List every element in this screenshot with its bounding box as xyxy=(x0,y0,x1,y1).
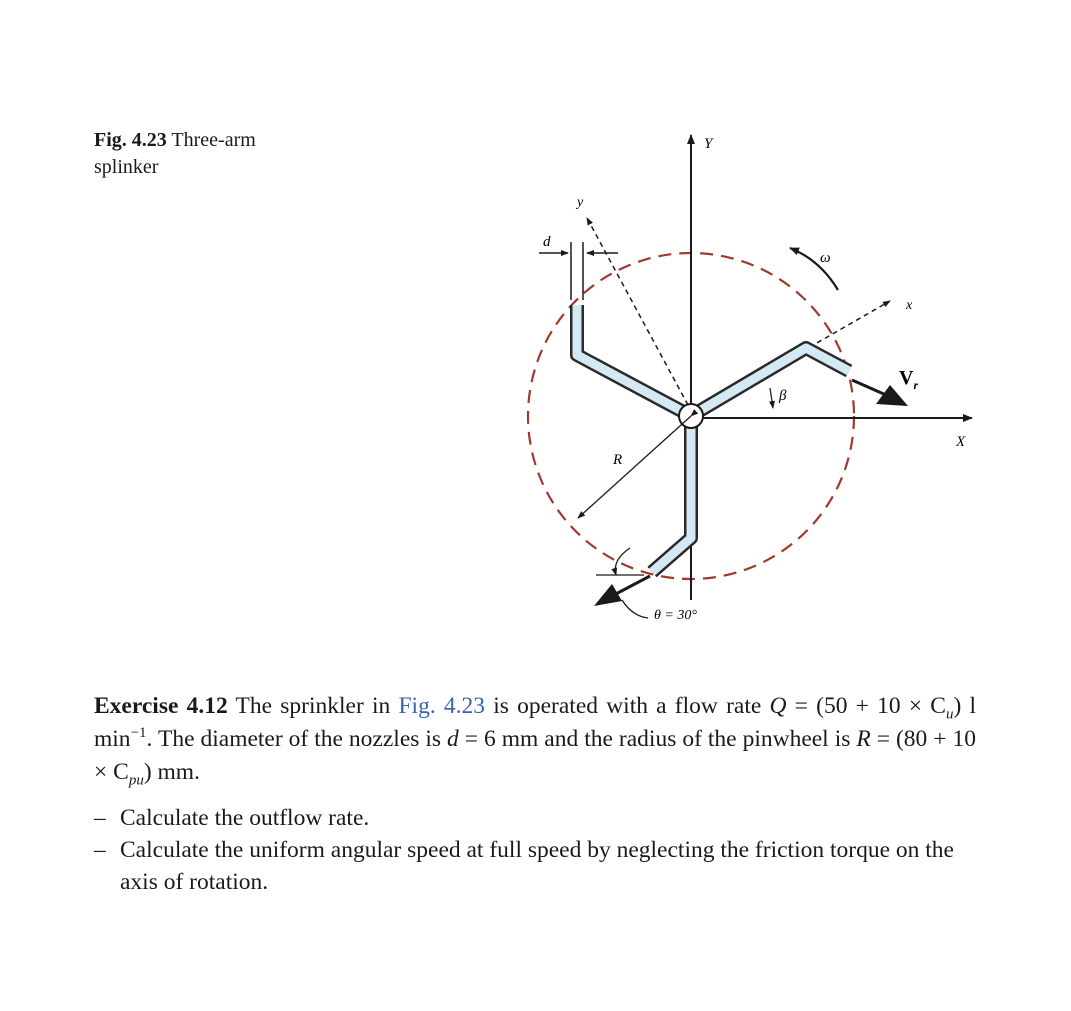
local-y-label: y xyxy=(577,195,584,210)
radius-dimension-line xyxy=(578,416,691,518)
exercise-text-2: is operated with a flow rate xyxy=(485,693,770,719)
beta-angle-arrow xyxy=(770,388,773,408)
theta-leader xyxy=(622,600,648,618)
diameter-symbol: d xyxy=(447,726,459,752)
lower-jet-arrow xyxy=(612,576,650,596)
task-list xyxy=(94,802,976,898)
relative-velocity-subscript: r xyxy=(913,378,919,392)
exercise-text-8: ) mm. xyxy=(143,759,200,785)
exercise-text-4: ) l min xyxy=(94,693,977,752)
lower-jet-arrowhead xyxy=(594,584,622,606)
task-item-angular-speed xyxy=(94,834,976,898)
flow-rate-symbol: Q xyxy=(769,693,787,719)
subscript-pu: pu xyxy=(128,772,144,789)
angular-velocity-arrow xyxy=(790,248,838,290)
exercise-label: Exercise 4.12 xyxy=(94,693,228,719)
relative-velocity-symbol: V xyxy=(899,367,914,389)
exercise-text-7: = (80 + 10 × C xyxy=(94,726,976,785)
sprinkler-arm-lower xyxy=(652,416,691,572)
theta-arc xyxy=(615,548,630,575)
figure-caption-text-line2: splinker xyxy=(94,156,159,178)
exercise-text-5: . The diameter of the nozzles is xyxy=(146,726,448,752)
subscript-u: u xyxy=(945,706,954,723)
radius-symbol: R xyxy=(856,726,871,752)
figure-caption-label: Fig. 4.23 xyxy=(94,129,167,151)
exercise-statement xyxy=(94,690,976,789)
theta-label: θ = 30° xyxy=(654,608,697,623)
omega-label: ω xyxy=(820,250,831,266)
nozzle-diameter-dimension xyxy=(539,242,618,300)
nozzle-diameter-label: d xyxy=(543,234,551,250)
local-x-label: x xyxy=(906,298,913,313)
sprinkler-arm-right xyxy=(691,348,849,416)
local-y-axis xyxy=(587,218,688,405)
exercise-text-6: = 6 mm and the radius of the pinwheel is xyxy=(458,726,857,752)
y-axis-label: Y xyxy=(704,136,713,152)
task-bullet: – xyxy=(94,837,106,863)
beta-label: β xyxy=(779,388,787,404)
task-item-outflow xyxy=(94,802,976,834)
relative-velocity-label xyxy=(899,367,918,392)
superscript-minus-one: −1 xyxy=(130,725,147,742)
sprinkler-arm-upper-left xyxy=(577,305,691,416)
exercise-text-1: The sprinkler in xyxy=(227,693,399,719)
radius-label: R xyxy=(613,452,623,468)
exercise-text-3: = (50 + 10 × C xyxy=(786,693,946,719)
figure-caption-text-line1: Three-arm xyxy=(171,129,256,151)
figure-reference-link[interactable]: Fig. 4.23 xyxy=(398,693,486,719)
x-axis-label: X xyxy=(956,434,966,450)
task-text: Calculate the uniform angular speed at full speed by neglecting the friction torque on the axis of rotation. xyxy=(120,837,954,895)
task-bullet: – xyxy=(94,805,106,831)
task-text: Calculate the outflow rate. xyxy=(120,805,370,831)
